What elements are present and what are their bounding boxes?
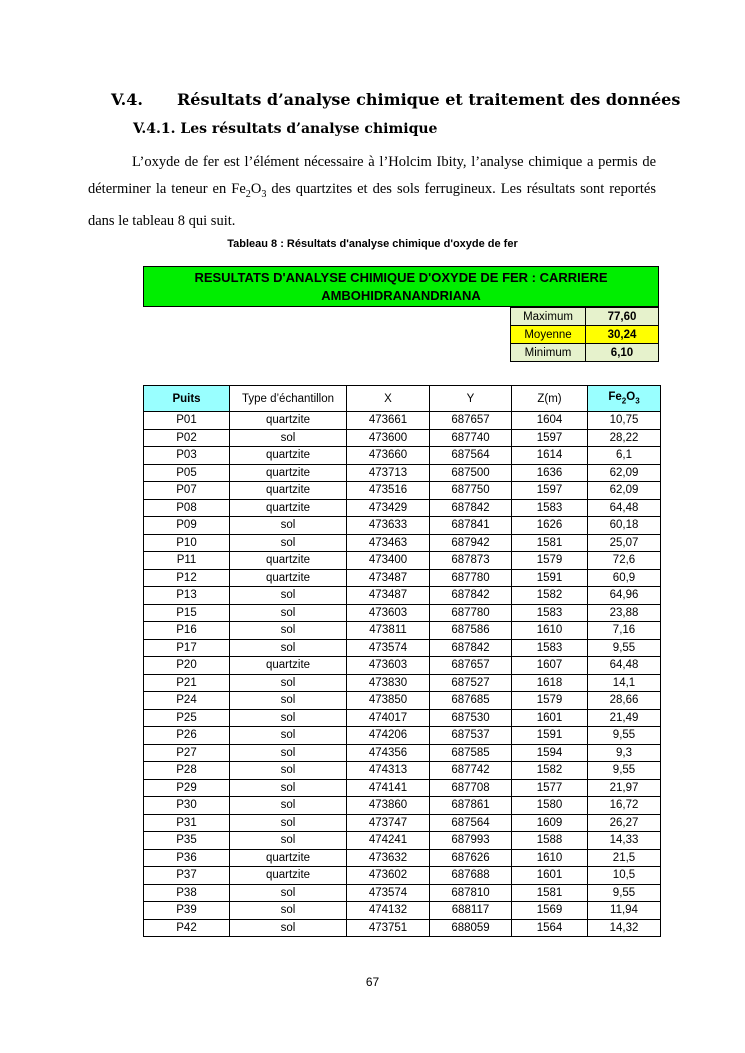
table-row xyxy=(144,692,661,710)
cell-type: sol xyxy=(230,902,347,920)
cell-fe2o3: 60,18 xyxy=(588,517,661,535)
cell-y: 687527 xyxy=(430,674,512,692)
cell-z: 1580 xyxy=(512,797,588,815)
cell-puits: P31 xyxy=(144,814,230,832)
paragraph-sub-1: 2 xyxy=(245,188,251,200)
table-row xyxy=(144,517,661,535)
cell-y: 687657 xyxy=(430,657,512,675)
cell-y: 687708 xyxy=(430,779,512,797)
cell-y: 688117 xyxy=(430,902,512,920)
cell-puits: P29 xyxy=(144,779,230,797)
cell-z: 1604 xyxy=(512,412,588,430)
table-row xyxy=(144,622,661,640)
cell-fe2o3: 9,55 xyxy=(588,762,661,780)
cell-fe2o3: 64,96 xyxy=(588,587,661,605)
cell-z: 1601 xyxy=(512,709,588,727)
cell-puits: P27 xyxy=(144,744,230,762)
cell-y: 687537 xyxy=(430,727,512,745)
table-row xyxy=(144,884,661,902)
table-row xyxy=(144,639,661,657)
cell-x: 473602 xyxy=(347,867,430,885)
cell-puits: P30 xyxy=(144,797,230,815)
cell-x: 473747 xyxy=(347,814,430,832)
table-row xyxy=(144,499,661,517)
cell-y: 687564 xyxy=(430,814,512,832)
cell-z: 1583 xyxy=(512,499,588,517)
cell-x: 473603 xyxy=(347,604,430,622)
table-row xyxy=(144,919,661,937)
cell-fe2o3: 14,32 xyxy=(588,919,661,937)
cell-puits: P03 xyxy=(144,447,230,465)
cell-puits: P37 xyxy=(144,867,230,885)
header-type: Type d’échantillon xyxy=(230,386,347,412)
cell-y: 687530 xyxy=(430,709,512,727)
cell-x: 473633 xyxy=(347,517,430,535)
cell-x: 473574 xyxy=(347,884,430,902)
cell-x: 474206 xyxy=(347,727,430,745)
cell-y: 687564 xyxy=(430,447,512,465)
cell-z: 1579 xyxy=(512,692,588,710)
cell-puits: P13 xyxy=(144,587,230,605)
subsection-heading: V.4.1. Les résultats d’analyse chimique xyxy=(133,121,438,137)
cell-type: quartzite xyxy=(230,552,347,570)
cell-puits: P01 xyxy=(144,412,230,430)
cell-type: sol xyxy=(230,727,347,745)
cell-z: 1581 xyxy=(512,884,588,902)
cell-x: 474017 xyxy=(347,709,430,727)
cell-fe2o3: 26,27 xyxy=(588,814,661,832)
cell-fe2o3: 21,97 xyxy=(588,779,661,797)
cell-type: quartzite xyxy=(230,464,347,482)
header-fe-text: Fe xyxy=(608,391,622,404)
cell-fe2o3: 23,88 xyxy=(588,604,661,622)
cell-x: 473661 xyxy=(347,412,430,430)
cell-puits: P12 xyxy=(144,569,230,587)
cell-fe2o3: 16,72 xyxy=(588,797,661,815)
cell-y: 687657 xyxy=(430,412,512,430)
cell-y: 687585 xyxy=(430,744,512,762)
cell-type: sol xyxy=(230,429,347,447)
cell-z: 1591 xyxy=(512,727,588,745)
table-row xyxy=(144,744,661,762)
table-row xyxy=(144,762,661,780)
body-paragraph xyxy=(88,149,656,235)
cell-type: sol xyxy=(230,832,347,850)
cell-x: 473400 xyxy=(347,552,430,570)
cell-type: quartzite xyxy=(230,482,347,500)
cell-fe2o3: 64,48 xyxy=(588,657,661,675)
cell-z: 1626 xyxy=(512,517,588,535)
cell-y: 687993 xyxy=(430,832,512,850)
cell-puits: P08 xyxy=(144,499,230,517)
cell-z: 1579 xyxy=(512,552,588,570)
cell-y: 687626 xyxy=(430,849,512,867)
cell-fe2o3: 21,5 xyxy=(588,849,661,867)
table-row xyxy=(144,797,661,815)
cell-puits: P28 xyxy=(144,762,230,780)
cell-z: 1594 xyxy=(512,744,588,762)
cell-z: 1614 xyxy=(512,447,588,465)
cell-x: 474141 xyxy=(347,779,430,797)
table-row xyxy=(144,552,661,570)
table-row xyxy=(144,727,661,745)
stats-row-moyenne xyxy=(511,326,659,344)
cell-z: 1564 xyxy=(512,919,588,937)
cell-fe2o3: 10,5 xyxy=(588,867,661,885)
cell-y: 687500 xyxy=(430,464,512,482)
stats-label: Maximum xyxy=(511,308,586,326)
cell-puits: P35 xyxy=(144,832,230,850)
cell-type: sol xyxy=(230,622,347,640)
section-title: Résultats d’analyse chimique et traitement des données xyxy=(177,90,681,109)
table-row xyxy=(144,604,661,622)
table-row xyxy=(144,657,661,675)
cell-type: sol xyxy=(230,517,347,535)
cell-x: 473429 xyxy=(347,499,430,517)
cell-z: 1569 xyxy=(512,902,588,920)
cell-x: 474313 xyxy=(347,762,430,780)
cell-puits: P10 xyxy=(144,534,230,552)
cell-puits: P42 xyxy=(144,919,230,937)
cell-type: sol xyxy=(230,692,347,710)
cell-type: sol xyxy=(230,919,347,937)
cell-y: 687873 xyxy=(430,552,512,570)
cell-x: 473463 xyxy=(347,534,430,552)
stats-row-minimum xyxy=(511,344,659,362)
table-row xyxy=(144,447,661,465)
cell-type: quartzite xyxy=(230,412,347,430)
cell-type: sol xyxy=(230,604,347,622)
cell-puits: P02 xyxy=(144,429,230,447)
cell-x: 473811 xyxy=(347,622,430,640)
table-banner: RESULTATS D'ANALYSE CHIMIQUE D'OXYDE DE FER : CARRIERE AMBOHIDRANANDRIANA xyxy=(143,266,659,307)
cell-type: sol xyxy=(230,744,347,762)
cell-x: 473487 xyxy=(347,569,430,587)
cell-puits: P24 xyxy=(144,692,230,710)
cell-y: 687861 xyxy=(430,797,512,815)
cell-z: 1583 xyxy=(512,639,588,657)
cell-x: 473603 xyxy=(347,657,430,675)
page-number: 67 xyxy=(365,975,380,989)
cell-fe2o3: 10,75 xyxy=(588,412,661,430)
stats-label: Minimum xyxy=(511,344,586,362)
cell-y: 687842 xyxy=(430,639,512,657)
cell-fe2o3: 62,09 xyxy=(588,482,661,500)
cell-type: sol xyxy=(230,674,347,692)
paragraph-text-1: L’oxyde de fer est l’élément nécessaire à l’Holcim Ibity, l’analyse chimique a permis de déterminer la teneur en Fe xyxy=(88,154,656,197)
table-header-row xyxy=(144,386,661,412)
cell-fe2o3: 28,66 xyxy=(588,692,661,710)
cell-z: 1609 xyxy=(512,814,588,832)
cell-y: 687685 xyxy=(430,692,512,710)
table-row xyxy=(144,709,661,727)
cell-puits: P17 xyxy=(144,639,230,657)
cell-z: 1591 xyxy=(512,569,588,587)
cell-fe2o3: 7,16 xyxy=(588,622,661,640)
stats-label: Moyenne xyxy=(511,326,586,344)
cell-puits: P39 xyxy=(144,902,230,920)
stats-value: 30,24 xyxy=(586,326,659,344)
cell-y: 688059 xyxy=(430,919,512,937)
cell-z: 1582 xyxy=(512,762,588,780)
table-body xyxy=(144,412,661,937)
cell-z: 1610 xyxy=(512,622,588,640)
cell-z: 1582 xyxy=(512,587,588,605)
cell-fe2o3: 14,1 xyxy=(588,674,661,692)
cell-fe2o3: 9,55 xyxy=(588,639,661,657)
paragraph-text-mid: O xyxy=(250,181,262,197)
cell-y: 687842 xyxy=(430,587,512,605)
cell-puits: P05 xyxy=(144,464,230,482)
cell-x: 473574 xyxy=(347,639,430,657)
cell-y: 687841 xyxy=(430,517,512,535)
cell-z: 1601 xyxy=(512,867,588,885)
cell-fe2o3: 21,49 xyxy=(588,709,661,727)
cell-z: 1597 xyxy=(512,482,588,500)
cell-fe2o3: 6,1 xyxy=(588,447,661,465)
table-row xyxy=(144,412,661,430)
cell-z: 1607 xyxy=(512,657,588,675)
cell-x: 473751 xyxy=(347,919,430,937)
cell-type: sol xyxy=(230,779,347,797)
cell-fe2o3: 62,09 xyxy=(588,464,661,482)
section-heading xyxy=(111,90,680,109)
paragraph-sub-2: 3 xyxy=(261,188,267,200)
cell-type: sol xyxy=(230,884,347,902)
cell-fe2o3: 9,55 xyxy=(588,727,661,745)
table-row xyxy=(144,534,661,552)
cell-type: sol xyxy=(230,814,347,832)
table-row xyxy=(144,867,661,885)
cell-puits: P09 xyxy=(144,517,230,535)
cell-z: 1618 xyxy=(512,674,588,692)
cell-type: quartzite xyxy=(230,867,347,885)
table-row xyxy=(144,902,661,920)
cell-y: 687842 xyxy=(430,499,512,517)
cell-puits: P26 xyxy=(144,727,230,745)
cell-x: 473860 xyxy=(347,797,430,815)
table-row xyxy=(144,482,661,500)
cell-fe2o3: 9,55 xyxy=(588,884,661,902)
cell-puits: P38 xyxy=(144,884,230,902)
cell-y: 687742 xyxy=(430,762,512,780)
cell-type: sol xyxy=(230,709,347,727)
cell-x: 474241 xyxy=(347,832,430,850)
header-puits: Puits xyxy=(144,386,230,412)
cell-puits: P15 xyxy=(144,604,230,622)
table-caption: Tableau 8 : Résultats d'analyse chimique d'oxyde de fer xyxy=(227,238,518,250)
cell-y: 687780 xyxy=(430,604,512,622)
cell-puits: P16 xyxy=(144,622,230,640)
paragraph-text-2: des quartzites et des sols ferrugineux. Les résultats sont reportés dans le tableau 8 qui suit. xyxy=(88,181,656,229)
cell-y: 687688 xyxy=(430,867,512,885)
cell-y: 687586 xyxy=(430,622,512,640)
table-row xyxy=(144,814,661,832)
section-number: V.4. xyxy=(111,90,143,109)
cell-x: 474356 xyxy=(347,744,430,762)
cell-type: quartzite xyxy=(230,447,347,465)
cell-fe2o3: 14,33 xyxy=(588,832,661,850)
table-row xyxy=(144,587,661,605)
cell-x: 473713 xyxy=(347,464,430,482)
cell-type: quartzite xyxy=(230,499,347,517)
cell-z: 1610 xyxy=(512,849,588,867)
cell-fe2o3: 11,94 xyxy=(588,902,661,920)
cell-z: 1583 xyxy=(512,604,588,622)
cell-fe2o3: 25,07 xyxy=(588,534,661,552)
cell-type: quartzite xyxy=(230,849,347,867)
cell-x: 473850 xyxy=(347,692,430,710)
header-fe2o3 xyxy=(588,386,661,412)
cell-y: 687780 xyxy=(430,569,512,587)
cell-puits: P25 xyxy=(144,709,230,727)
cell-fe2o3: 60,9 xyxy=(588,569,661,587)
cell-type: sol xyxy=(230,762,347,780)
table-row xyxy=(144,429,661,447)
cell-type: quartzite xyxy=(230,657,347,675)
cell-type: sol xyxy=(230,534,347,552)
cell-type: sol xyxy=(230,639,347,657)
cell-type: sol xyxy=(230,587,347,605)
cell-fe2o3: 72,6 xyxy=(588,552,661,570)
cell-y: 687750 xyxy=(430,482,512,500)
cell-puits: P07 xyxy=(144,482,230,500)
cell-x: 473632 xyxy=(347,849,430,867)
cell-x: 473660 xyxy=(347,447,430,465)
cell-z: 1577 xyxy=(512,779,588,797)
header-fe-sub1: 2 xyxy=(621,396,627,406)
cell-x: 473830 xyxy=(347,674,430,692)
header-x: X xyxy=(347,386,430,412)
cell-puits: P21 xyxy=(144,674,230,692)
stats-row-maximum xyxy=(511,308,659,326)
table-row xyxy=(144,832,661,850)
cell-y: 687942 xyxy=(430,534,512,552)
cell-x: 473516 xyxy=(347,482,430,500)
header-fe-sub2: 3 xyxy=(635,396,640,406)
cell-z: 1588 xyxy=(512,832,588,850)
cell-z: 1597 xyxy=(512,429,588,447)
cell-x: 474132 xyxy=(347,902,430,920)
cell-fe2o3: 28,22 xyxy=(588,429,661,447)
table-row xyxy=(144,569,661,587)
cell-puits: P36 xyxy=(144,849,230,867)
cell-type: sol xyxy=(230,797,347,815)
cell-fe2o3: 9,3 xyxy=(588,744,661,762)
cell-puits: P11 xyxy=(144,552,230,570)
header-z: Z(m) xyxy=(512,386,588,412)
cell-x: 473600 xyxy=(347,429,430,447)
results-table xyxy=(143,385,661,937)
table-row xyxy=(144,464,661,482)
stats-table xyxy=(510,307,659,362)
header-y: Y xyxy=(430,386,512,412)
cell-puits: P20 xyxy=(144,657,230,675)
cell-y: 687810 xyxy=(430,884,512,902)
stats-value: 6,10 xyxy=(586,344,659,362)
table-row xyxy=(144,849,661,867)
cell-type: quartzite xyxy=(230,569,347,587)
header-fe-mid: O xyxy=(626,391,636,404)
cell-x: 473487 xyxy=(347,587,430,605)
cell-z: 1636 xyxy=(512,464,588,482)
cell-y: 687740 xyxy=(430,429,512,447)
stats-value: 77,60 xyxy=(586,308,659,326)
cell-fe2o3: 64,48 xyxy=(588,499,661,517)
table-row xyxy=(144,779,661,797)
table-row xyxy=(144,674,661,692)
cell-z: 1581 xyxy=(512,534,588,552)
